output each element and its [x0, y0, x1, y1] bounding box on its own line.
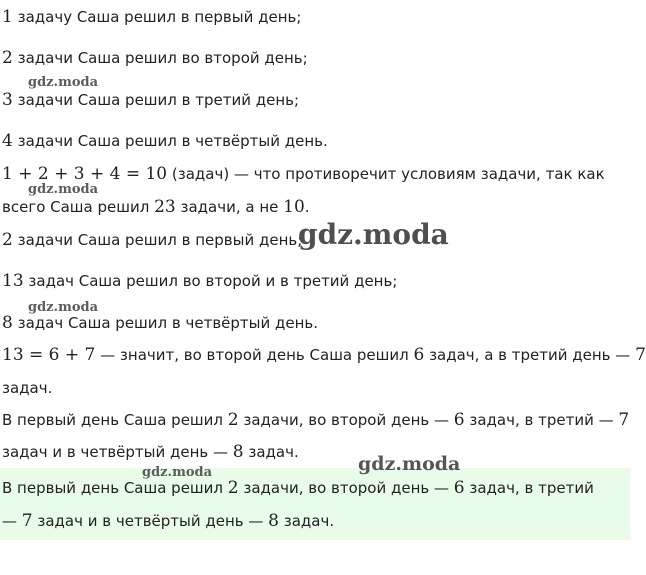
- solution-line: [2, 377, 52, 399]
- line-text: задач.: [2, 379, 53, 397]
- math-expression: 1 + 2 + 3 + 4 = 10: [2, 164, 168, 184]
- line-text: задачи Саша решил в первый день;: [12, 231, 303, 249]
- math-number: 2: [227, 410, 239, 430]
- math-number: 2: [2, 230, 13, 250]
- line-text: задачи, во второй день —: [238, 479, 454, 497]
- line-text: задачи Саша решил в третий день;: [12, 91, 300, 109]
- line-text: задач и в четвёртый день —: [2, 443, 233, 461]
- math-number: 1: [2, 7, 13, 27]
- line-text: .: [304, 198, 310, 216]
- solution-line: [2, 344, 646, 366]
- line-text: задачи Саша решил во второй день;: [12, 49, 308, 67]
- line-text: задач Саша решил в четвёртый день.: [12, 314, 319, 332]
- math-number: 13: [2, 271, 24, 291]
- math-number: 2: [227, 478, 239, 498]
- solution-line: [2, 47, 308, 69]
- math-number: 23: [154, 197, 176, 217]
- line-text: задачи, а не: [175, 198, 284, 216]
- line-text: В первый день Саша решил: [2, 479, 228, 497]
- line-text: задачи, во второй день —: [238, 411, 454, 429]
- math-number: 6: [453, 478, 465, 498]
- watermark: gdz.moda: [298, 218, 449, 251]
- solution-line: [2, 196, 310, 218]
- math-number: 6: [413, 345, 425, 365]
- solution-line: [2, 312, 318, 334]
- line-text: —: [2, 512, 22, 530]
- watermark: gdz.moda: [28, 75, 99, 90]
- line-text: задач и в четвёртый день —: [32, 512, 269, 530]
- watermark: gdz.moda: [28, 300, 99, 315]
- math-number: 8: [232, 442, 244, 462]
- math-number: 7: [21, 511, 33, 531]
- watermark: gdz.moda: [28, 182, 99, 197]
- solution-line: [2, 441, 299, 463]
- math-number: 8: [2, 313, 13, 333]
- line-text: задач.: [243, 443, 299, 461]
- line-text: задачи Саша решил в четвёртый день.: [12, 132, 328, 150]
- math-expression: 13 = 6 + 7: [2, 345, 96, 365]
- line-text: задач Саша решил во второй и в третий день;: [23, 272, 398, 290]
- math-number: 3: [2, 90, 13, 110]
- answer-line: [2, 510, 334, 532]
- math-number: 2: [2, 48, 13, 68]
- math-number: 4: [2, 131, 13, 151]
- math-number: 6: [453, 410, 465, 430]
- line-text: (задач) — что противоречит условиям задачи, так как: [167, 165, 605, 183]
- line-text: задач, а в третий день —: [424, 346, 636, 364]
- solution-line: [2, 229, 302, 251]
- math-number: 10: [283, 197, 305, 217]
- solution-line: [2, 130, 328, 152]
- line-text: задач, в третий —: [464, 411, 619, 429]
- line-text: задач, в третий: [464, 479, 594, 497]
- solution-line: [2, 6, 301, 28]
- line-text: В первый день Саша решил: [2, 411, 228, 429]
- solution-line: [2, 89, 299, 111]
- solution-line: [2, 270, 397, 292]
- line-text: задачу Саша решил в первый день;: [12, 8, 302, 26]
- line-text: — значит, во второй день Саша решил: [95, 346, 414, 364]
- answer-line: [2, 477, 594, 499]
- line-text: задач.: [279, 512, 335, 530]
- math-number: 8: [268, 511, 279, 531]
- math-number: 7: [635, 345, 646, 365]
- line-text: всего Саша решил: [2, 198, 155, 216]
- answer-box: [0, 468, 630, 540]
- watermark: gdz.moda: [358, 453, 461, 475]
- math-number: 7: [618, 410, 630, 430]
- solution-line: [2, 409, 629, 431]
- watermark: gdz.moda: [142, 465, 213, 480]
